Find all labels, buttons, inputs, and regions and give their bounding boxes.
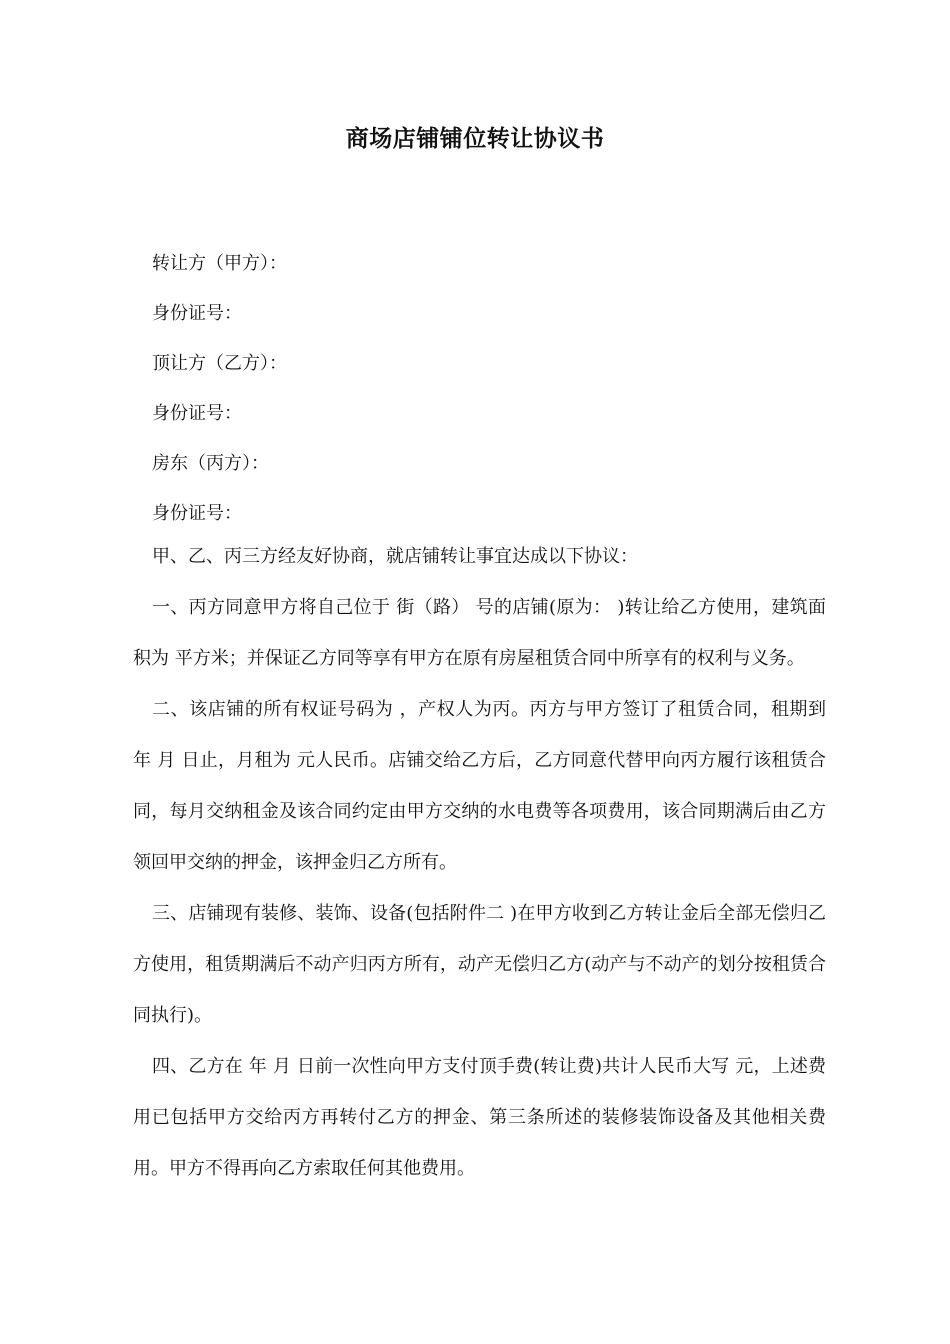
document-title: 商场店铺铺位转让协议书 <box>345 126 605 152</box>
paragraph-clause-2: 二、该店铺的所有权证号码为 ，产权人为丙。丙方与甲方签订了租赁合同，租期到 年 月 日止，月租为 元人民币。店铺交给乙方后，乙方同意代替甲向丙方履行该租赁合同，每月交纳租金及该合同约定由甲方交纳的水电费等各项费用，该合同期满后由乙方领回甲交纳的押金，该押金归乙方所有。 <box>133 699 826 873</box>
field-landlord: 房东（丙方）： <box>152 453 269 474</box>
paragraph-clause-4: 四、乙方在 年 月 日前一次性向甲方支付顶手费(转让费)共计人民币大写 元，上述费用已包括甲方交给丙方再转付乙方的押金、第三条所述的装修装饰设备及其他相关费用。甲方不得再向乙方索取任何其他费用。 <box>133 1056 826 1179</box>
field-transferor: 转让方（甲方）： <box>152 253 287 274</box>
party-fields <box>152 239 852 539</box>
paragraph-clause-1: 一、丙方同意甲方将自己位于 街（路） 号的店铺(原为： )转让给乙方使用，建筑面积为 平方米；并保证乙方同等享有甲方在原有房屋租赁合同中所享有的权利与义务。 <box>133 597 826 669</box>
field-landlord-id: 身份证号： <box>152 503 242 524</box>
paragraph-intro: 甲、乙、丙三方经友好协商，就店铺转让事宜达成以下协议： <box>152 546 638 567</box>
field-transferor-id: 身份证号： <box>152 303 242 324</box>
paragraph-clause-3: 三、店铺现有装修、装饰、设备(包括附件二 )在甲方收到乙方转让金后全部无偿归乙方使用，租赁期满后不动产归丙方所有，动产无偿归乙方(动产与不动产的划分按租赁合同执行)。 <box>133 903 826 1026</box>
agreement-body <box>133 531 826 1194</box>
field-transferee-id: 身份证号： <box>152 403 242 424</box>
field-transferee: 顶让方（乙方）： <box>152 353 287 374</box>
